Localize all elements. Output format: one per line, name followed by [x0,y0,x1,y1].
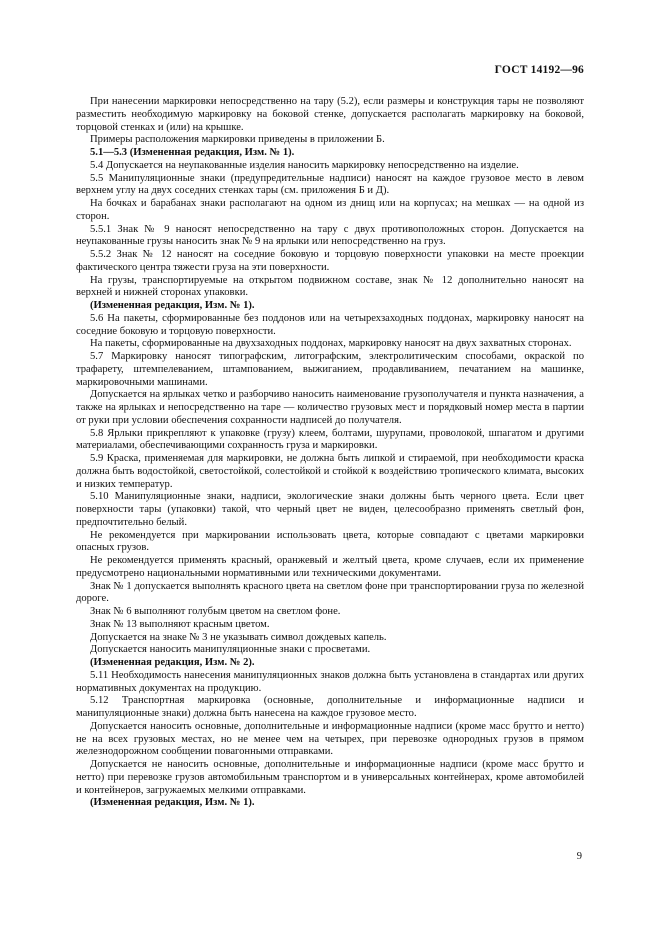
paragraph: 5.9 Краска, применяемая для маркировки, не должна быть липкой и стираемой, при необходимости краска должна быть водостойкой, светостойкой, солестойкой и стойкой к воздействию тропического климата, высоких и низких температур. [76,453,584,490]
paragraph: Допускается наносить манипуляционные знаки с просветами. [90,644,371,656]
paragraph: Допускается не наносить основные, дополнительные и информационные надписи (кроме масс брутто и нетто) при перевозке грузов автомобильным транспортом и в универсальных контейнерах, кроме автомобилей и контейнеров, загружаемых мелкими отправками. [76,759,584,796]
paragraph: Не рекомендуется применять красный, оранжевый и желтый цвета, кроме случаев, если их применение предусмотрено национальными нормативными или техническими документами. [76,555,584,579]
paragraph: 5.6 На пакеты, сформированные без поддонов или на четырехзаходных поддонах, маркировку наносят на соседние боковую и торцовую поверхности. [76,312,584,337]
paragraph: 5.4 Допускается на неупакованные изделия наносить маркировку непосредственно на изделие. [90,159,519,171]
edition-note: (Измененная редакция, Изм. № 1). [90,797,255,809]
page-number: 9 [576,851,582,862]
paragraph: 5.12 Транспортная маркировка (основные, дополнительные и информационные надписи и манипуляционные знаки) должна быть нанесена на каждое грузовое место. [76,695,584,719]
paragraph: 5.5.1 Знак № 9 наносят непосредственно на тару с двух противоположных сторон. Допускается на неупакованные грузы наносить знак № 9 на ярлыки или непосредственно на груз. [76,223,584,248]
paragraph: 5.5 Манипуляционные знаки (предупредительные надписи) наносят на каждое грузовое место в левом верхнем углу на двух соседних стенках тары (см. приложения Б и Д). [76,172,584,197]
paragraph: 5.5.2 Знак № 12 наносят на соседние боковую и торцовую поверхности упаковки на месте проекции фактического центра тяжести груза на эти поверхности. [76,249,584,273]
paragraph: Не рекомендуется при маркировании использовать цвета, которые совпадают с цветами маркировки опасных грузов. [76,529,584,554]
document-header: ГОСТ 14192—96 [494,64,584,76]
edition-note: 5.1—5.3 (Измененная редакция, Изм. № 1). [90,147,295,158]
paragraph: На бочках и барабанах знаки располагают на одном из днищ или на корпусах; на мешках — на одной из сторон. [76,198,584,222]
paragraph: Знак № 1 допускается выполнять красного цвета на светлом фоне при транспортировании груза по железной дороге. [76,580,584,605]
paragraph: Допускается на знаке № 3 не указывать символ дождевых капель. [90,631,387,643]
paragraph: Примеры расположения маркировки приведены в приложении Б. [90,134,385,146]
paragraph: 5.8 Ярлыки прикрепляют к упаковке (грузу) клеем, болтами, шурупами, проволокой, шпагатом и другими материалами, обеспечивающими сохранность груза и маркировки. [76,427,584,452]
edition-note: (Измененная редакция, Изм. № 2). [90,657,255,668]
paragraph: При нанесении маркировки непосредственно на тару (5.2), если размеры и конструкция тары не позволяют разместить необходимую маркировку на боковой стенке, допускается располагать маркировку на боковой, торцовой стенках и (или) на крышке. [76,96,584,133]
paragraph: Знак № 13 выполняют красным цветом. [90,618,270,630]
edition-note: (Измененная редакция, Изм. № 1). [90,300,255,311]
paragraph: 5.10 Манипуляционные знаки, надписи, экологические знаки должны быть черного цвета. Если цвет поверхности тары (упаковки) такой, что черный цвет не виден, целесообразно применять светлый фон, предпочтительно белый. [76,491,584,528]
paragraph: Допускается на ярлыках четко и разборчиво наносить наименование грузополучателя и пункта назначения, а также на ярлыках и непосредственно на таре — количество грузовых мест и порядковый номер места в партии от руки при условии обеспечения сохранности надписей до получателя. [76,389,584,426]
paragraph: Допускается наносить основные, дополнительные и информационные надписи (кроме масс брутто и нетто) не на всех грузовых местах, но не менее чем на четырех, при перевозке однородных грузов в прямом железнодорожном сообщении повагонными отправками. [76,720,584,758]
paragraph: Знак № 6 выполняют голубым цветом на светлом фоне. [90,606,341,617]
paragraph: 5.7 Маркировку наносят типографским, литографским, электролитическим способами, окраской по трафарету, штемпелеванием, штампованием, выжиганием, продавливанием, печатанием на машинке, маркировочными машинами. [76,351,584,388]
paragraph: 5.11 Необходимость нанесения манипуляционных знаков должна быть установлена в стандартах или других нормативных документах на продукцию. [76,669,584,694]
document-body [76,96,584,810]
paragraph: На пакеты, сформированные на двухзаходных поддонах, маркировку наносят на двух захватных сторонах. [90,338,572,350]
paragraph: На грузы, транспортируемые на открытом подвижном составе, знак № 12 дополнительно наносят на верхней и нижней сторонах упаковки. [76,274,584,299]
